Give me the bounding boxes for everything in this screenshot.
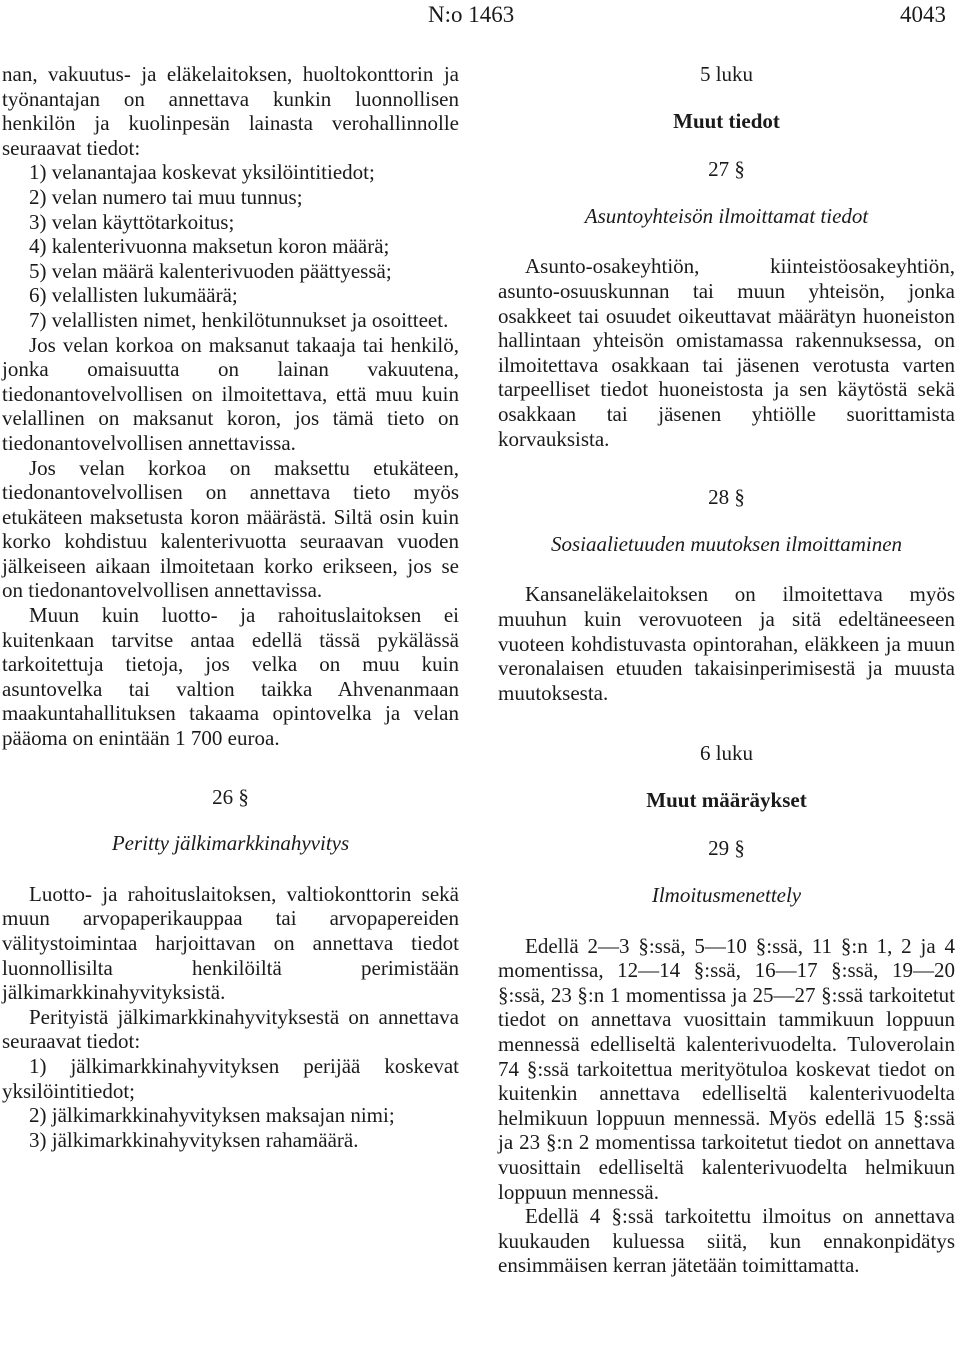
- section-26-title: Peritty jälkimarkkinahyvitys: [111, 831, 350, 856]
- list-item: 3) velan käyttötarkoitus;: [29, 209, 235, 234]
- page-header: [0, 0, 960, 34]
- list-item: 7) velallisten nimet, henkilötunnukset ja osoitteet.: [29, 307, 449, 332]
- section-26-number: 26 §: [212, 784, 249, 809]
- section-27-title: Asuntoyhteisön ilmoittamat tiedot: [584, 203, 869, 228]
- paragraph: Kansaneläkelaitoksen on ilmoitettava myös muuhun kuin verovuoteen ja sitä edeltäneeseen vuoteen kohdistuvasta opintorahan, eläkkeen ja muun veronalaisen etuuden takaisinperimisestä ja muusta muutoksesta.: [498, 582, 955, 705]
- paragraph: Asunto-osakeyhtiön, kiinteistöosakeyhtiön, asunto-osuuskunnan tai muun yhteisön, jonka osakkeet tai osuudet oikeuttavat määrätyn huoneiston hallintaan yhteisön omistamassa rakennuksessa, on ilmoitettava osakkaan tai jäsenen verotusta varten tarpeelliset tiedot huoneistosta ja sen käytöstä sekä osakkaan tai jäsenen yhtiölle suorittamista korvauksista.: [498, 254, 955, 451]
- list-item: 1) jälkimarkkinahyvityksen perijää koskevat yksilöintitiedot;: [2, 1053, 459, 1103]
- list-item: 3) jälkimarkkinahyvityksen rahamäärä.: [29, 1127, 359, 1152]
- paragraph: Perityistä jälkimarkkinahyvityksestä on annettava seuraavat tiedot:: [2, 1004, 459, 1054]
- section-27-number: 27 §: [708, 157, 745, 182]
- list-item: 1) velanantajaa koskevat yksilöintitiedot;: [29, 160, 375, 185]
- list-item: 2) jälkimarkkinahyvityksen maksajan nimi;: [29, 1103, 395, 1128]
- paragraph: Jos velan korkoa on maksanut takaaja tai henkilö, jonka omaisuutta on lainan vakuutena, tiedonantovelvollisen on ilmoitettava, että muu kuin velallinen on maksanut koron, jos tämä tieto on tiedonantovelvollisen annettavissa.: [2, 332, 459, 455]
- list-item: 5) velan määrä kalenterivuoden päättyessä;: [29, 258, 392, 283]
- section-29-title: Ilmoitusmenettely: [651, 883, 802, 908]
- right-column: [498, 62, 955, 1278]
- paragraph: Luotto- ja rahoituslaitoksen, valtiokonttorin sekä muun arvopaperikauppaa tai arvopapereiden välitystoimintaa harjoittavan on annettava tiedot luonnollisilta henkilöiltä perimistään jälkimarkkinahyvityksistä.: [2, 881, 459, 1005]
- page-number: 4043: [900, 2, 946, 27]
- list-item: 4) kalenterivuonna maksetun koron määrä;: [29, 234, 390, 259]
- chapter-6-title: Muut määräykset: [646, 787, 807, 812]
- section-28-title: Sosiaalietuuden muutoksen ilmoittaminen: [550, 531, 903, 556]
- chapter-5-title: Muut tiedot: [673, 108, 780, 133]
- statute-number: N:o 1463: [428, 2, 515, 27]
- paragraph: Edellä 4 §:ssä tarkoitettu ilmoitus on annettava kuukauden kuluessa siitä, kun ennakonpidätys ensimmäisen kerran jätetään toimittamatta.: [498, 1204, 955, 1278]
- paragraph: Jos velan korkoa on maksettu etukäteen, tiedonantovelvollisen on annettava tieto myös etukäteen maksetusta koron määrästä. Siltä osin kuin korko kohdistuu kalenterivuotta seuraavan vuoden jälkeiseen aikaan ilmoitetaan korko erikseen, jos se on tiedonantovelvollisen annettavissa.: [2, 455, 459, 603]
- chapter-6-label: 6 luku: [699, 741, 754, 766]
- list-item: 2) velan numero tai muu tunnus;: [29, 184, 303, 209]
- section-28-number: 28 §: [708, 485, 745, 510]
- section-29-number: 29 §: [708, 836, 745, 861]
- chapter-5-label: 5 luku: [699, 62, 754, 86]
- paragraph: Muun kuin luotto- ja rahoituslaitoksen ei kuitenkaan tarvitse antaa edellä tässä pykälässä tarkoitettuja tietoja, jos velka on muu kuin asuntovelka tai valtion taikka Ahvenanmaan maakuntahallituksen takaama opintovelka ja velan pääoma on enintään 1 700 euroa.: [2, 603, 459, 751]
- paragraph: Edellä 2—3 §:ssä, 5—10 §:ssä, 11 §:n 1, 2 ja 4 momentissa, 12—14 §:ssä, 16—17 §:ssä, 19—20 §:ssä, 23 §:n 1 momentissa ja 25—27 §:ssä tarkoitetut tiedot on annettava vuosittain tammikuun loppuun mennessä edelliseltä kalenterivuodelta. Tuloverolain 74 §:ssä tarkoitettua merityötuloa koskevat tiedot on kuitenkin annettava edelliseltä kalenterivuodelta helmikuun loppuun mennessä. Myös edellä 15 §:ssä ja 23 §:n 2 momentissa tarkoitetut tiedot on annettava vuosittain edelliseltä kalenterivuodelta helmikuun loppuun mennessä.: [498, 933, 955, 1204]
- intro-paragraph: nan, vakuutus- ja eläkelaitoksen, huoltokonttorin ja työnantajan on annettava kunkin luonnollisen henkilön ja kuolinpesän lainasta verohallinnolle seuraavat tiedot:: [2, 62, 459, 160]
- left-column: [2, 62, 459, 1152]
- list-item: 6) velallisten lukumäärä;: [29, 283, 238, 308]
